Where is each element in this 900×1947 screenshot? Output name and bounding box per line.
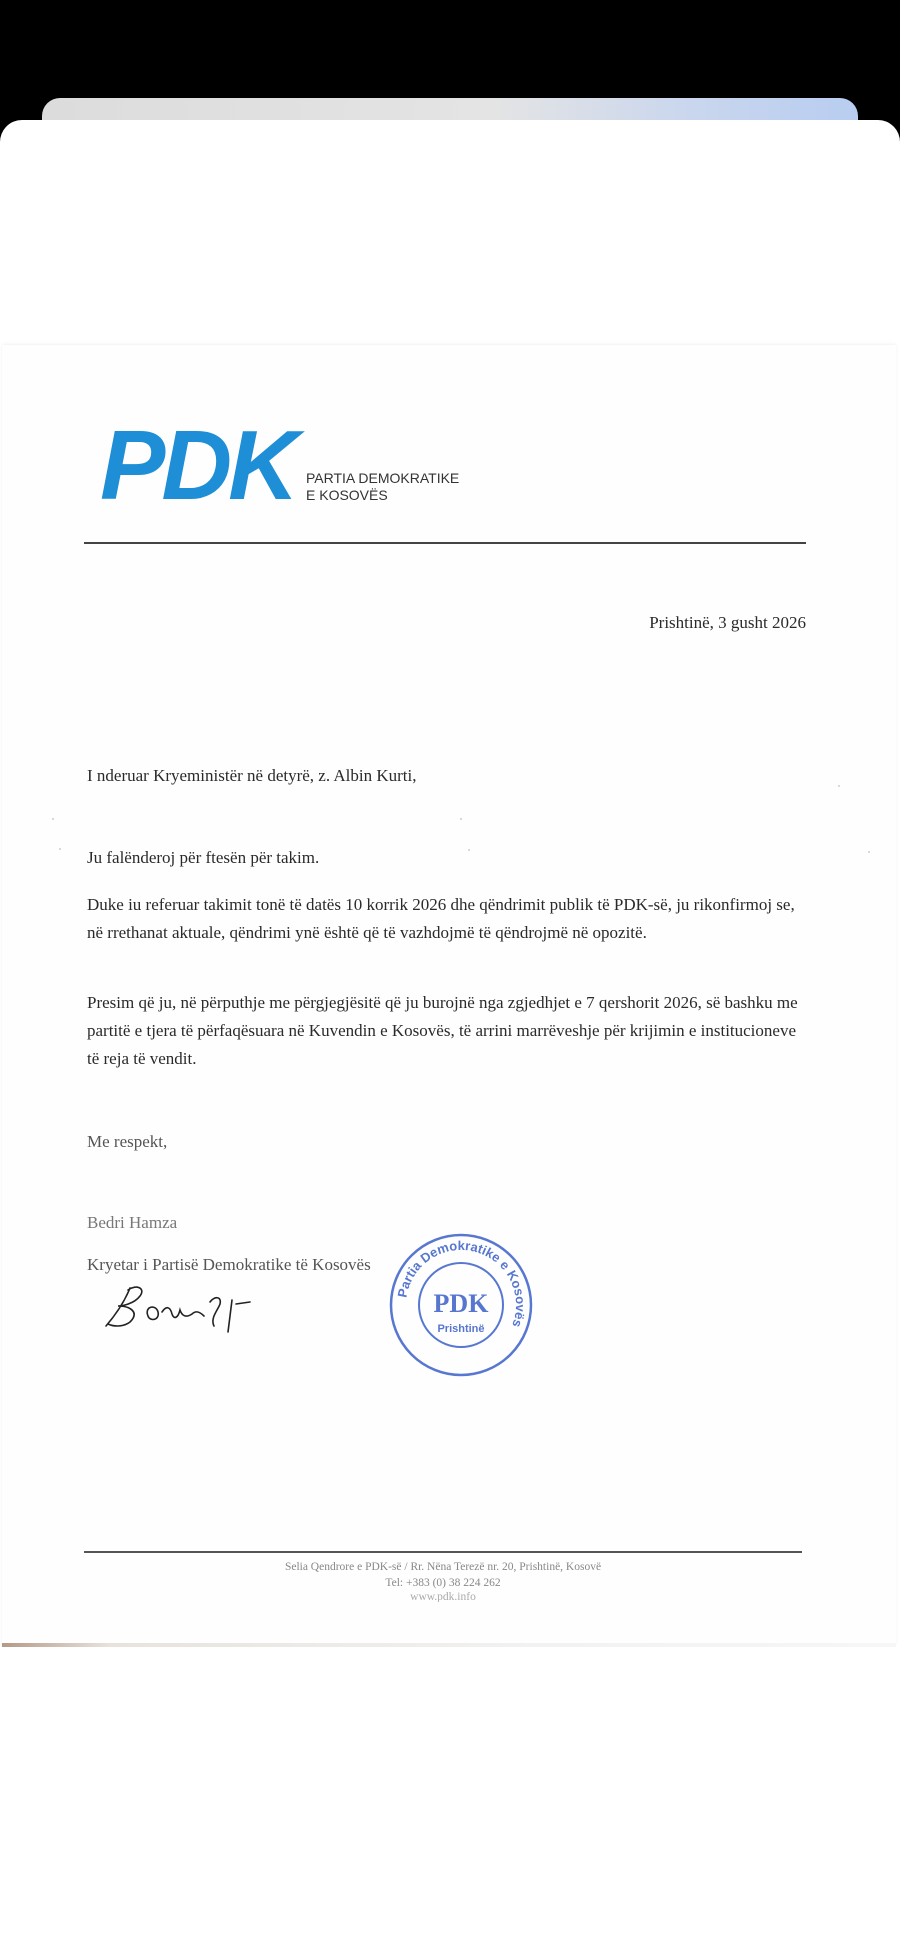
paper-speck	[868, 851, 870, 853]
logo-letters: PDK	[100, 410, 295, 520]
footer-phone: Tel: +383 (0) 38 224 262	[385, 1577, 501, 1589]
paper-speck	[52, 818, 54, 820]
pdk-logo	[100, 410, 500, 520]
paper-speck	[59, 848, 61, 850]
stamp-city-text: Prishtinë	[437, 1323, 485, 1335]
signer-name: Bedri Hamza	[87, 1213, 178, 1232]
party-stamp	[388, 1232, 534, 1378]
letter-paragraph: Presim që ju, në përputhje me përgjegjësitë që ju burojnë nga zgjedhjet e 7 qershorit 2026, së bashku me partitë e tjera të përfaqësuara në Kuvendin e Kosovës, të arrini marrëveshje për krijimin e institucioneve të reja të vendit.	[87, 993, 798, 1068]
logo-subtitle-line1: PARTIA DEMOKRATIKE	[306, 470, 460, 486]
stamp-ring-text: Partia Demokratike e Kosovës	[394, 1237, 529, 1330]
paper-speck	[838, 785, 840, 787]
letter-date: Prishtinë, 3 gusht 2026	[649, 613, 806, 632]
letterhead-divider	[84, 542, 806, 544]
signer-title: Kryetar i Partisë Demokratike të Kosovës	[87, 1255, 371, 1274]
paper-speck	[460, 818, 462, 820]
stamp-center-text: PDK	[433, 1289, 489, 1318]
letter-paragraph: Ju falënderoj për ftesën për takim.	[87, 848, 320, 867]
letter-paragraph: Duke iu referuar takimit tonë të datës 10 korrik 2026 dhe qëndrimit publik të PDK-së, ju rikonfirmoj se, në rrethanat aktuale, qëndrimi ynë është që të vazhdojmë të qëndrojmë në opozitë.	[87, 895, 795, 942]
logo-subtitle-line2: E KOSOVËS	[306, 487, 388, 503]
handwritten-signature	[100, 1276, 300, 1336]
logo-subtitle	[306, 470, 459, 504]
footer-address: Selia Qendrore e PDK-së / Rr. Nëna Terezë nr. 20, Prishtinë, Kosovë	[284, 1561, 602, 1573]
page-edge-shadow	[2, 1643, 896, 1647]
footer-divider	[84, 1551, 802, 1553]
letter-salutation: I nderuar Kryeministër në detyrë, z. Albin Kurti,	[87, 766, 417, 785]
footer-website: www.pdk.info	[410, 1591, 476, 1602]
letter-closing: Me respekt,	[87, 1132, 168, 1151]
